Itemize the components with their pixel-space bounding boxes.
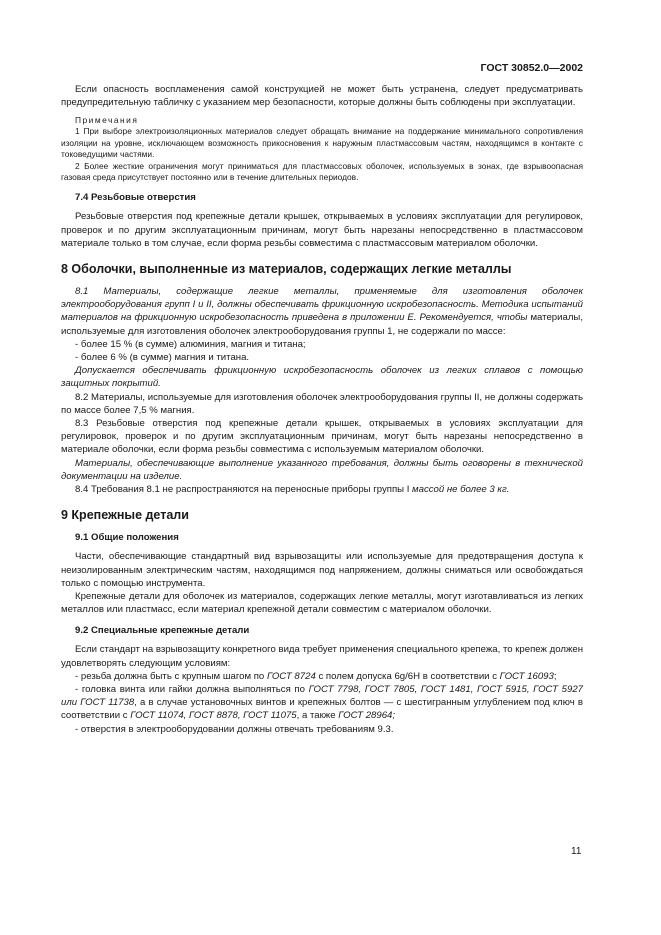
page-content <box>61 83 583 736</box>
list-item: - более 15 % (в сумме) алюминия, магния и титана; <box>75 338 306 350</box>
section-9-1-paragraph-2: Крепежные детали для оболочек из материалов, содержащих легкие металлы, могут изготавливаться из легких металлов или пластмасс, если материал крепежной детали совместим с материалом оболочки. <box>61 590 583 616</box>
note-2: 2 Более жесткие ограничения могут приниматься для пластмассовых оболочек, используемых в зонах, где взрывоопасная газовая среда присутствует постоянно или в течение длительных периодов. <box>61 160 583 183</box>
section-8-2-paragraph: 8.2 Материалы, используемые для изготовления оболочек электрооборудования группы II, не должны содержать по массе более 7,5 % магния. <box>61 391 583 416</box>
list-item: - более 6 % (в сумме) магния и титана. <box>75 352 250 364</box>
text-run: с полем допуска 6g/6H в соответствии с <box>315 670 500 682</box>
page-number: 11 <box>571 846 582 857</box>
text-run-italic: ГОСТ 11074, ГОСТ 8878, ГОСТ 11075 <box>130 710 297 722</box>
text-run: - резьба должна быть с крупным шагом по <box>75 670 267 682</box>
section-8-title: 8 Оболочки, выполненные из материалов, содержащих легкие металлы <box>61 262 512 277</box>
section-9-1-paragraph-1: Части, обеспечивающие стандартный вид взрывозащиты или используемые для предотвращения доступа к неизолированным электрическим частям, находящимся под напряжением, должны сниматься или освобождаться только с помощью инструмента. <box>61 551 583 589</box>
list-item <box>61 683 583 723</box>
section-9-2-paragraph: Если стандарт на взрывозащиту конкретного вида требует применения специального крепежа, то крепеж должен удовлетворять следующим условиям: <box>61 644 583 669</box>
text-run: - головка винта или гайки должна выполняться по <box>75 683 309 695</box>
section-8-4-normal: 8.4 Требования 8.1 не распространяются на переносные приборы группы I <box>75 484 410 496</box>
section-8-3-italic: Материалы, обеспечивающие выполнение указанного требования, должны быть оговорены в технической документации на изделие. <box>61 457 583 482</box>
notes-heading: Примечания <box>75 115 139 126</box>
section-8-1-paragraph <box>61 285 583 338</box>
section-7-4-title: 7.4 Резьбовые отверстия <box>75 192 196 204</box>
section-7-4-text: Резьбовые отверстия под крепежные детали крышек, открываемых в условиях эксплуатации для регулировок, проверок и по другим эксплуатационным причинам, могут быть нарезаны непосредственно в пластмассовом материале только в том случае, если форма резьбы совместима с пластмассовым материалом оболочки. <box>61 211 583 249</box>
text-run: ; <box>553 670 557 682</box>
section-8-4-paragraph <box>61 483 583 496</box>
text-run: , а в случае установочных винтов и крепежных болтов — с шестигранным углублением под ключ в соответствии с <box>61 697 583 722</box>
section-8-1-italic: 8.1 Материалы, содержащие легкие металлы, применяемые для изготовления оболочек электрооборудования групп I и II, должны обеспечивать фрикционную искробезопасность. Методика испытаний материалов на фрикционную искробезопасность приведена в приложении Е. Рекомендуется, чтобы <box>61 286 583 324</box>
section-8-1-normal: материалы, используемые для изготовления оболочек электрооборудования группы 1, не содержали по массе: <box>61 312 583 337</box>
text-run-italic: ГОСТ 8724 <box>266 670 316 682</box>
document-code: ГОСТ 30852.0—2002 <box>480 62 583 74</box>
text-run-italic: ГОСТ 7798, ГОСТ 7805, ГОСТ 1481, ГОСТ 5915, ГОСТ 5927 или ГОСТ 11738 <box>61 683 583 709</box>
section-8-1-coating-note: Допускается обеспечивать фрикционную искробезопасность оболочек из легких сплавов с помощью защитных покрытий. <box>61 365 583 390</box>
intro-paragraph: Если опасность воспламенения самой конструкцией не может быть устранена, следует предусматривать предупредительную табличку с указанием мер безопасности, которые должны быть соблюдены при эксплуатации. <box>61 84 583 109</box>
section-9-1-title: 9.1 Общие положения <box>75 532 179 544</box>
list-item <box>61 670 583 683</box>
text-run-italic: ГОСТ 16093 <box>499 670 554 682</box>
text-run: , а также <box>296 710 339 722</box>
section-8-3-paragraph: 8.3 Резьбовые отверстия под крепежные детали крышек, открываемых в условиях эксплуатации для регулировок, проверок и по другим эксплуатационным причинам, могут быть нарезаны непосредственно в материале оболочки, если форма резьбы совместима с используемым материалом оболочки. <box>61 418 583 456</box>
section-9-title: 9 Крепежные детали <box>61 508 189 523</box>
section-8-4-italic: массой не более 3 кг. <box>409 484 510 496</box>
text-run-italic: ГОСТ 28964; <box>338 710 396 722</box>
section-9-2-title: 9.2 Специальные крепежные детали <box>75 625 250 637</box>
note-1: 1 При выборе электроизоляционных материалов следует обращать внимание на поддержание минимального сопротивления изоляции на уровне, исключающем возможность прикосновения к наружным пластмассовым частям, находящимся в контакте с токоведущими частями. <box>61 126 583 160</box>
list-item: - отверстия в электрооборудовании должны отвечать требованиям 9.3. <box>75 723 394 735</box>
